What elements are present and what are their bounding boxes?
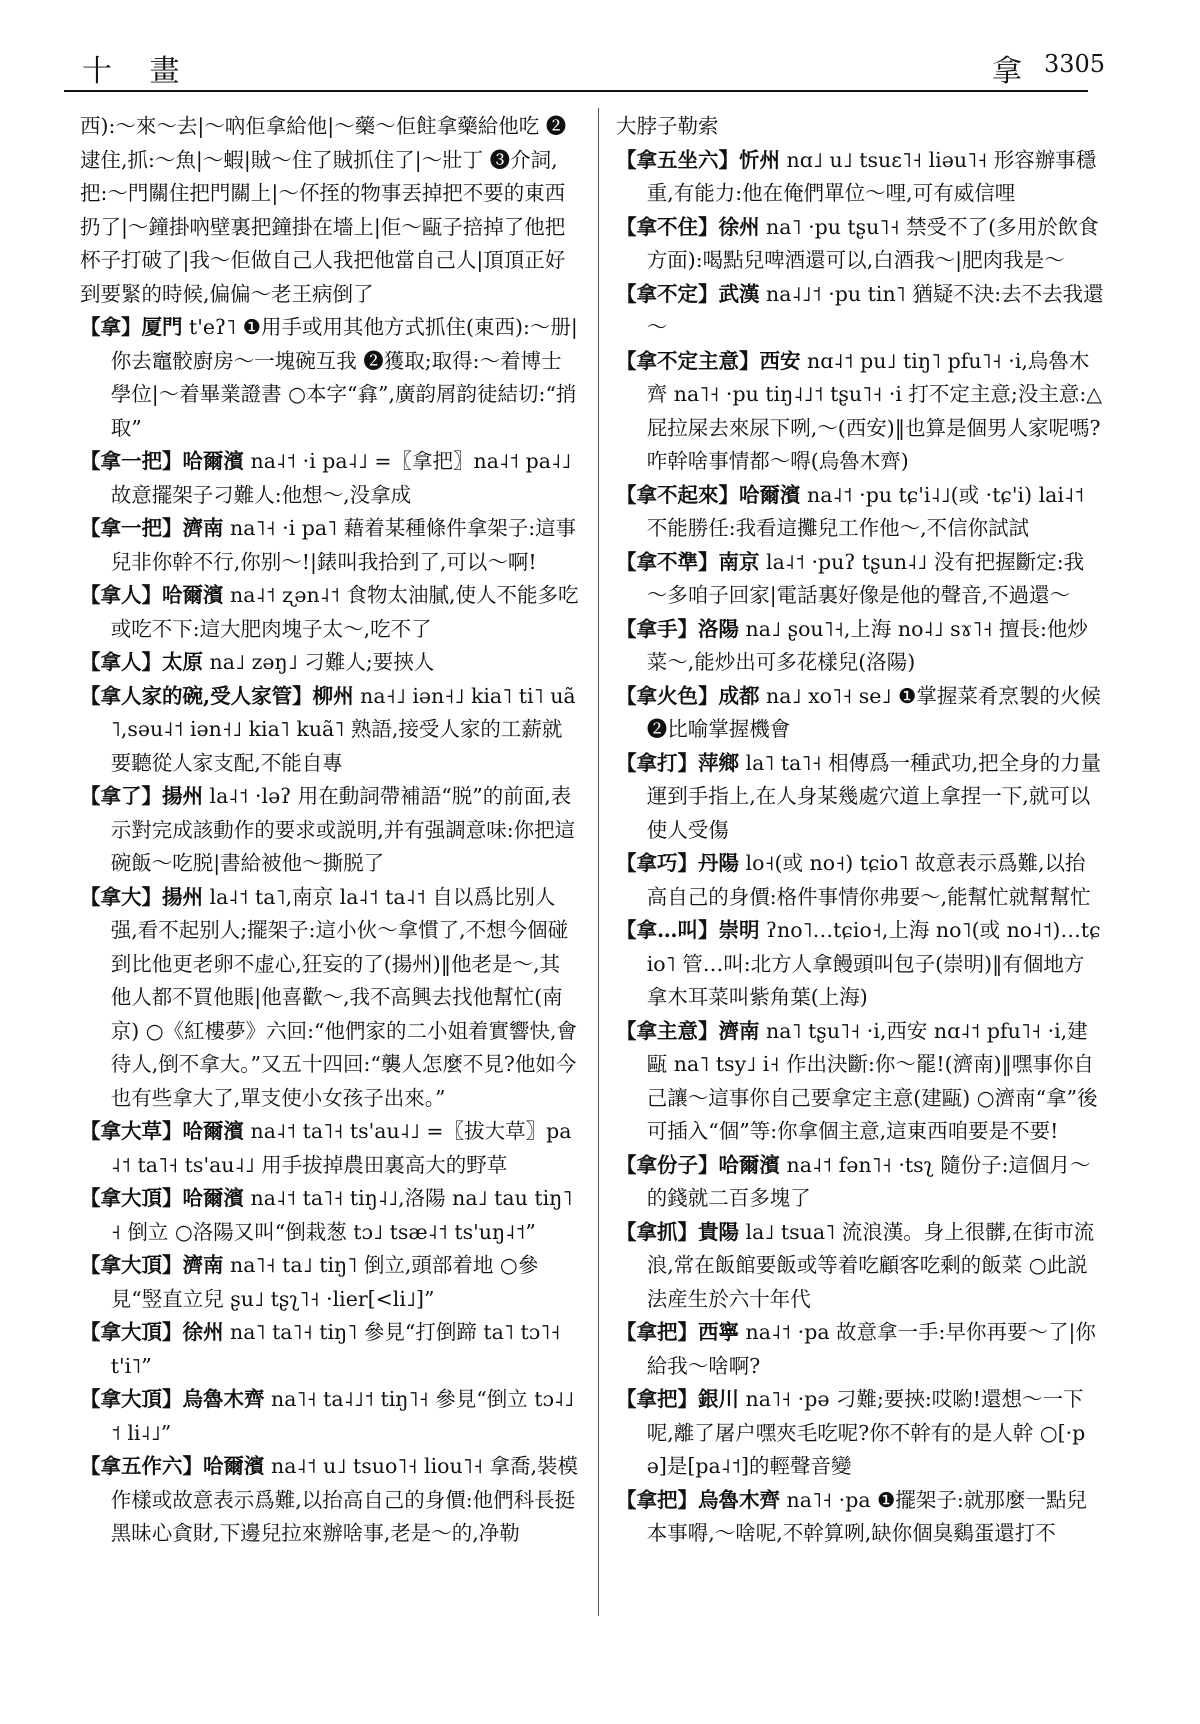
entry-location: 銀川	[698, 1387, 739, 1411]
entry-location: 揚州	[162, 884, 203, 909]
entry-headword: 【拿…叫】	[616, 918, 719, 942]
entry-location: 洛陽	[698, 616, 739, 641]
entry-location: 貴陽	[698, 1219, 739, 1244]
dictionary-entry	[80, 1115, 580, 1182]
dictionary-entry	[80, 1182, 580, 1249]
entry-text: na˥ tʂu˥˧ ·i,西安 nɑ˨˦ pfu˥˧ ·i,建甌 na˥ tsy˩ i˧ 作出決斷:你～罷!(濟南)‖嘿事你自己讓～這事你自己要拿定主意(建甌) ○濟南“拿”後可插入“個”等:你拿個主意,這東西咱要是不要!	[646, 1018, 1098, 1143]
entry-text: ʔno˥…tɕio˧,上海 no˥(或 no˨˦)…tɕio˥ 管…叫:北方人拿饅頭叫包子(崇明)‖有個地方拿木耳菜叫紫角葉(上海)	[646, 918, 1101, 1009]
entry-text: na˨˦ ʐən˨˦ 食物太油膩,使人不能多吃或吃不下:這大肥肉塊子太～,吃不了	[110, 583, 579, 641]
column-divider	[598, 108, 599, 1616]
dictionary-entry	[616, 613, 1104, 680]
entry-text: na˨˦ fən˥˧ ·tsʅ 隨份子:這個月～的錢就二百多塊了	[646, 1152, 1091, 1210]
dictionary-entry	[616, 680, 1104, 747]
dictionary-entry	[616, 110, 1104, 144]
page-header	[0, 0, 1200, 90]
entry-location: 烏魯木齊	[698, 1487, 780, 1512]
entry-location: 濟南	[718, 1018, 760, 1043]
entry-headword: 【拿一把】	[80, 449, 183, 473]
entry-text: nɑ˨˦ pu˩ tiŋ˥ pfu˥˧ ·i,烏魯木齊 na˥˧ ·pu tiŋ˨˩˦ tʂu˥˧ ·i 打不定主意;没主意:△屁拉屎去來尿下咧,～(西安)‖也算是個男人家呢嗎?咋幹啥事情都～嘚(烏魯木齊)	[646, 348, 1102, 473]
entry-location: 徐州	[182, 1320, 224, 1344]
entry-headword: 【拿大頂】	[80, 1253, 183, 1277]
entry-location: 哈爾濱	[182, 449, 244, 473]
dictionary-entry	[80, 311, 580, 445]
entry-text: na˥ ·pu tʂu˥˧ 禁受不了(多用於飲食方面):喝點兒啤酒還可以,白酒我～|肥肉我是～	[646, 214, 1099, 272]
entry-text: 大脖子勒索	[616, 114, 719, 138]
entry-headword: 【拿抓】	[616, 1219, 698, 1244]
dictionary-entry	[616, 1216, 1104, 1317]
header-rule	[64, 90, 1088, 92]
entry-text: lo˧(或 no˧) tɕio˥ 故意表示爲難,以抬高自己的身價:格件事情你弗要～,能幫忙就幫幫忙	[646, 851, 1091, 909]
entry-location: 濟南	[182, 1253, 224, 1277]
entry-text: na˥˧ ·i pa˥ 藉着某種條件拿架子:這事兒非你幹不行,你别～!|錶叫我拾到了,可以～啊!	[110, 516, 577, 574]
entry-location: 徐州	[718, 214, 760, 239]
entry-location: 武漢	[718, 281, 760, 306]
entry-location: 烏魯木齊	[182, 1387, 265, 1411]
entry-text: na˧˩ iən˧˩ kia˥ ti˥ uã˥,səu˨˦ iən˧˩ kia˥ kuã˥ 熟語,接受人家的工薪就要聽從人家支配,不能自專	[110, 683, 576, 775]
dictionary-entry	[80, 1249, 580, 1316]
entry-headword: 【拿人】	[80, 650, 162, 674]
entry-location: 哈爾濱	[162, 583, 224, 607]
entry-headword: 【拿火色】	[616, 683, 719, 708]
entry-headword: 【拿了】	[80, 784, 162, 808]
dictionary-entry	[616, 1015, 1104, 1149]
entry-text: na˥˧ ta˩ tiŋ˥ 倒立,頭部着地 ○參見“竪直立兒 ʂu˩ tʂʅ˥˧ ·lier[<li˩]”	[110, 1253, 539, 1311]
left-column	[80, 110, 580, 1690]
entry-location: 西寧	[698, 1320, 739, 1344]
entry-text: na˥˧ ·pa ❶擺架子:就那麼一點兒本事嘚,～啥呢,不幹算咧,缺你個臭鷄蛋還打不	[646, 1487, 1087, 1545]
entry-location: 哈爾濱	[182, 1119, 244, 1143]
entry-headword: 【拿手】	[616, 616, 698, 641]
entry-text: la˩ tsua˥ 流浪漢。身上很髒,在街市流浪,常在飯館要飯或等着吃顧客吃剩的飯菜 ○此説法産生於六十年代	[646, 1219, 1095, 1311]
entry-headword: 【拿巧】	[616, 851, 698, 875]
entry-text: na˨˦ ·pa 故意拿一手:早你再要～了|你給我～啥啊?	[646, 1320, 1096, 1378]
dictionary-entry	[80, 881, 580, 1116]
entry-headword: 【拿不定】	[616, 281, 719, 306]
entry-headword: 【拿大頂】	[80, 1320, 183, 1344]
entry-text: nɑ˩ u˩ tsuɛ˥˧ liəu˥˧ 形容辦事穩重,有能力:他在俺們單位～哩,可有威信哩	[646, 147, 1097, 205]
entry-location: 南京	[718, 549, 760, 574]
entry-text: na˨˦ ta˥˧ ts'au˨˩ =〖拔大草〗pa˨˦ ta˥˧ ts'au˨˩ 用手拔掉農田裏高大的野草	[110, 1119, 572, 1177]
dictionary-entry	[80, 110, 580, 311]
dictionary-entry	[616, 479, 1104, 546]
entry-location: 濟南	[182, 516, 224, 540]
dictionary-entry	[80, 579, 580, 646]
dictionary-entry	[616, 1484, 1104, 1551]
entry-text: na˩ xo˥˧ se˩ ❶掌握菜肴烹製的火候 ❷比喻掌握機會	[646, 683, 1101, 741]
entry-location: 丹陽	[698, 851, 739, 875]
dictionary-entry	[80, 1316, 580, 1383]
entry-text: na˥ ta˥˧ tiŋ˥ 參見“打倒蹄 ta˥ tɔ˥˧ t'i˥”	[110, 1320, 561, 1378]
entry-text: na˥˧ ·pə 刁難;要挾:哎喲!還想～一下呢,離了屠户嘿夾毛吃呢?你不幹有的是人幹 ○[·pə]是[pa˨˦]的輕聲音變	[646, 1387, 1086, 1478]
entry-headword: 【拿五坐六】	[616, 147, 739, 172]
entry-headword: 【拿大草】	[80, 1119, 183, 1143]
entry-text: la˨˦ ta˥,南京 la˨˦ ta˨˦ 自以爲比别人强,看不起别人;擺架子:這小伙～拿慣了,不想今個碰到比他更老卵不虚心,狂妄的了(揚州)‖他老是～,其他人都不買他賬|他喜歡～,我不高興去找他幫忙(南京) ○《紅樓夢》六回:“他們家的二小姐着實響快,會待人,倒不拿大。”又五十四回:“襲人怎麼不見?他如今也有些拿大了,單支使小女孩子出來。”	[110, 884, 578, 1110]
entry-text: la˨˦ ·puʔ tʂun˨˩ 没有把握斷定:我～多咱子回家|電話裏好像是他的聲音,不過還～	[646, 549, 1085, 607]
entry-text: la˨˦ ·ləʔ 用在動詞帶補語“脱”的前面,表示對完成該動作的要求或説明,并有强調意味:你把這碗飯～吃脱|書給被他～撕脱了	[110, 784, 576, 875]
entry-location: 哈爾濱	[203, 1454, 265, 1478]
dictionary-entry	[80, 1383, 580, 1450]
dictionary-entry	[80, 780, 580, 881]
entry-text: la˥ ta˥˧ 相傳爲一種武功,把全身的力量運到手指上,在人身某幾處穴道上拿捏一下,就可以使人受傷	[646, 750, 1102, 842]
entry-text: na˨˦ u˩ tsuo˥˧ liou˥˧ 拿喬,裝模作樣或故意表示爲難,以抬高自己的身價:他們科長挺黑昧心貪財,下邊兒拉來辦啥事,老是～的,净勒	[110, 1454, 578, 1545]
entry-headword: 【拿不定主意】	[616, 348, 760, 373]
entry-headword: 【拿把】	[616, 1387, 698, 1411]
dictionary-entry	[616, 1383, 1104, 1484]
entry-headword: 【拿一把】	[80, 516, 183, 540]
dictionary-entry	[616, 345, 1104, 479]
dictionary-entry	[616, 211, 1104, 278]
entry-text: na˨˦ ·pu tɕ'i˨˩(或 ·tɕ'i) lai˨˦ 不能勝任:我看這攤兒工作他～,不信你試試	[646, 482, 1085, 540]
entry-location: 忻州	[739, 147, 780, 172]
entry-headword: 【拿把】	[616, 1320, 698, 1344]
entry-location: 西安	[759, 348, 801, 373]
entry-location: 成都	[718, 683, 760, 708]
entry-headword: 【拿人】	[80, 583, 162, 607]
dictionary-entry	[616, 1149, 1104, 1216]
dictionary-entry	[80, 445, 580, 512]
entry-text: na˩ ʂou˥˧,上海 no˨˩ sɤ˥˧ 擅長:他炒菜～,能炒出可多花樣兒(洛陽)	[646, 616, 1088, 674]
entry-location: 揚州	[162, 784, 203, 808]
entry-text: 西):～來～去|～吶佢拿給他|～藥～佢飳拿藥給他吃 ❷逮住,抓:～魚|～蝦|賊～住了賊抓住了|～壯丁 ❸介詞,把:～門關住把門關上|～伓挃的物事丟掉把不要的東西扔了|～鐘掛吶壁裏把鐘掛在墻上|佢～甌子掊掉了他把杯子打破了|我～佢做自己人我把他當自己人|頂頂正好到要緊的時候,偏偏～老王病倒了	[80, 114, 567, 306]
dictionary-entry	[616, 546, 1104, 613]
dictionary-entry	[80, 1450, 580, 1551]
entry-headword: 【拿五作六】	[80, 1454, 203, 1478]
entry-headword: 【拿大】	[80, 884, 162, 909]
dictionary-entry	[616, 747, 1104, 848]
entry-location: 哈爾濱	[182, 1186, 244, 1210]
entry-headword: 【拿人家的碗,受人家管】	[80, 683, 313, 708]
dictionary-entry	[616, 144, 1104, 211]
dictionary-entry	[80, 512, 580, 579]
entry-text: na˩ zəŋ˩ 刁難人;要挾人	[203, 650, 435, 674]
entry-headword: 【拿】	[80, 315, 142, 339]
dictionary-entry	[616, 847, 1104, 914]
section-label: 十 畫	[82, 54, 194, 89]
dictionary-entry	[80, 680, 580, 781]
entry-headword: 【拿主意】	[616, 1018, 719, 1043]
entry-headword: 【拿大頂】	[80, 1186, 183, 1210]
entry-headword: 【拿不住】	[616, 214, 719, 239]
page-number: 3305	[1044, 50, 1106, 78]
entry-location: 柳州	[312, 683, 354, 708]
entry-location: 崇明	[718, 918, 760, 942]
entry-text: na˨˦ ta˥˧ tiŋ˨˩,洛陽 na˩ tau tiŋ˥˧ 倒立 ○洛陽又叫“倒栽葱 tɔ˩ tsæ˨˦ ts'uŋ˨˦”	[110, 1186, 573, 1244]
dictionary-entry	[616, 278, 1104, 345]
right-column	[616, 110, 1104, 1690]
entry-headword: 【拿不起來】	[616, 482, 739, 507]
dictionary-entry	[616, 914, 1104, 1015]
entry-headword: 【拿大頂】	[80, 1387, 183, 1411]
entry-location: 哈爾濱	[718, 1152, 780, 1177]
dictionary-entry	[616, 1316, 1104, 1383]
entry-location: 太原	[162, 650, 203, 674]
entry-text: na˥˧ ta˨˩˦ tiŋ˥˧ 參見“倒立 tɔ˨˩˦ li˨˩”	[110, 1387, 575, 1445]
entry-headword: 【拿份子】	[616, 1152, 719, 1177]
entry-location: 哈爾濱	[739, 482, 801, 507]
running-headword: 拿	[992, 54, 1022, 89]
entry-headword: 【拿打】	[616, 750, 698, 775]
entry-location: 厦門	[141, 315, 183, 339]
entry-text: na˨˩˦ ·pu tin˥ 猶疑不決:去不去我還～	[646, 281, 1104, 339]
entry-headword: 【拿把】	[616, 1487, 698, 1512]
entry-text: na˨˦ ·i pa˨˩ =〖拿把〗na˨˦ pa˨˩ 故意擺架子刁難人:他想～,没拿成	[110, 449, 572, 507]
entry-text: t'eʔ˥ ❶用手或用其他方式抓住(東西):～册|你去竈骹廚房～一塊碗互我 ❷獲取;取得:～着博士學位|～着畢業證書 ○本字“搻”,廣韵屑韵徒結切:“捎取”	[110, 315, 578, 440]
entry-headword: 【拿不準】	[616, 549, 719, 574]
dictionary-entry	[80, 646, 580, 680]
entry-location: 萍鄉	[698, 750, 739, 775]
